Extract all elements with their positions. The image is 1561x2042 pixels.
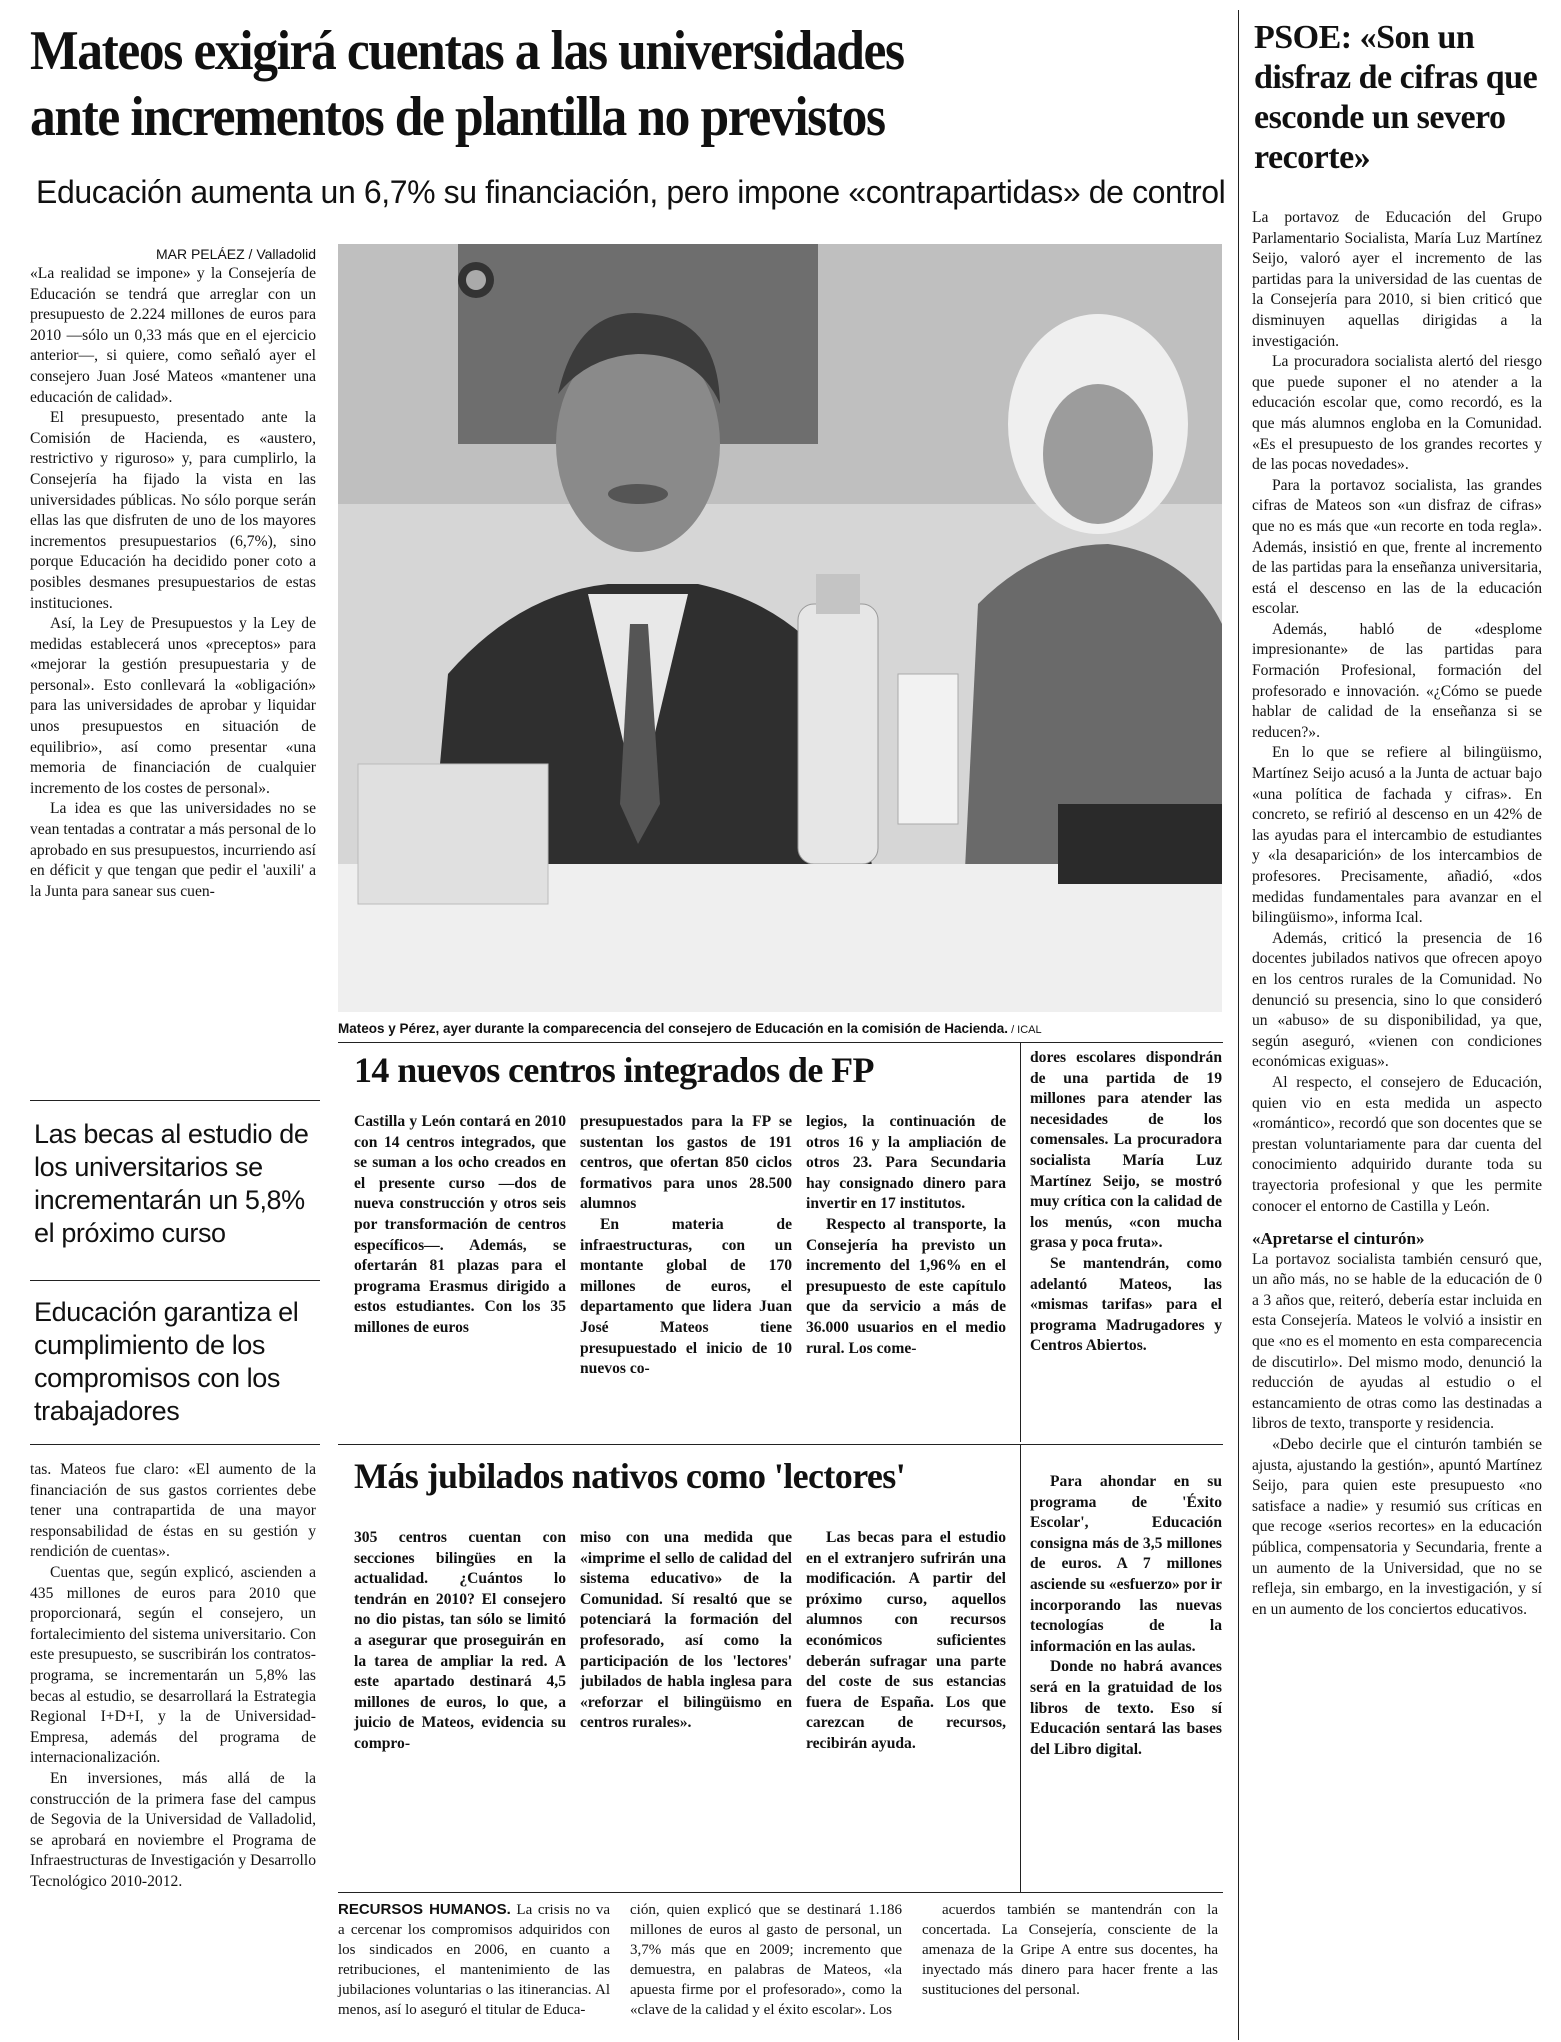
fp-box-headline: 14 nuevos centros integrados de FP xyxy=(354,1050,874,1090)
paragraph: La procuradora socialista alertó del riesgo que puede suponer el no atender a la educación escolar que, como recordó, es la que más alumnos engloba en la Comunidad. «Es el presupuesto de los grandes recortes y de las pocas novedades». xyxy=(1252,353,1542,474)
rrhh-col-1 xyxy=(338,1900,610,2020)
rrhh-col-2 xyxy=(630,1900,902,2020)
paragraph: Se mantendrán, como adelantó Mateos, las «mismas tarifas» para el programa Madrugadores y Centros Abiertos. xyxy=(1030,1254,1222,1355)
lectores-box-headline: Más jubilados nativos como 'lectores' xyxy=(354,1456,906,1496)
headline xyxy=(30,18,1134,150)
paragraph: presupuestados para la FP se sustentan los gastos de 191 centros, que ofertan 850 ciclos formativos para unos 28.500 alumnos xyxy=(580,1113,792,1213)
paragraph: En materia de infraestructuras, con un montante global de 170 millones de euros, el departamento que lidera Juan José Mateos tiene presupuestado el inicio de 10 nuevos co- xyxy=(580,1215,792,1378)
paragraph: Para la portavoz socialista, las grandes cifras de Mateos son «un disfraz de cifras» que no es más que «un recorte en toda regla». Además, insistió en que, frente al incremento de las partidas para la enseñanza universitaria, está el descenso en las de la educación escolar. xyxy=(1252,476,1542,618)
paragraph: Para ahondar en su programa de 'Éxito Escolar', Educación consigna más de 3,5 millones de euros. A 7 millones asciende su «esfuerzo» por ir incorporando las nuevas tecnologías de la información en las aulas. xyxy=(1030,1473,1223,1655)
headline-line-2: ante incrementos de plantilla no previstos xyxy=(30,86,885,148)
rule xyxy=(338,1042,1223,1043)
byline-author: MAR PELÁEZ xyxy=(155,246,245,262)
lectores-col-2 xyxy=(580,1528,792,1734)
paragraph: En lo que se refiere al bilingüismo, Martínez Seijo acusó a la Junta de actuar bajo «una política de fachada y cifras». En concreto, se refirió al descenso en un 42% de las ayudas para el intercambio de estudiantes y «la desaparición» de los intercambios de profesores. Precisamente, añadió, «dos medidas fundamentales para avanzar en el bilingüismo», informa Ical. xyxy=(1252,744,1542,927)
paragraph: Castilla y León contará en 2010 con 14 centros integrados, que se suman a los ocho creados en el presente curso —dos de nueva construcción y otros seis por transformación de centros específicos—. Además, se ofertarán 81 plazas para el programa Erasmus dirigido a estos estudiantes. Con los 35 millones de euros xyxy=(354,1113,566,1336)
photo-credit: / ICAL xyxy=(1008,1024,1042,1036)
rule xyxy=(338,1444,1223,1445)
paragraph: Las becas para el estudio en el extranjero sufrirán una modificación. A partir del próximo curso, aquellos alumnos con recursos económicos suficientes deberán sufragar una parte del coste de sus estancias fuera de España. Los que carezcan de recursos, recibirán ayuda. xyxy=(806,1529,1006,1752)
rule xyxy=(30,1280,320,1281)
byline-place: / Valladolid xyxy=(244,246,316,262)
rrhh-text: La crisis no va a cercenar los compromisos adquiridos con los sindicados en 2006, en cuanto a retribuciones, el mantenimiento de las jubilaciones voluntarias o las itinerancias. Al menos, así lo aseguró el titular de Educa- xyxy=(338,1902,610,2018)
paragraph: Respecto al transporte, la Consejería ha previsto un incremento del 1,96% en el presupuesto de este capítulo que da servicio a más de 36.000 usuarios en el medio rural. Los come- xyxy=(806,1215,1006,1357)
paragraph: miso con una medida que «imprime el sello de calidad del sistema educativo» de la Comunidad. Sí resaltó que se potenciará la formación del profesorado, así como la participación de los 'lectores' jubilados de habla inglesa para «reforzar el bilingüismo en centros rurales». xyxy=(580,1529,792,1732)
lectores-col-4 xyxy=(1030,1472,1222,1760)
side-subtitle: «Apretarse el cinturón» xyxy=(1252,1229,1425,1249)
caption-text: Mateos y Pérez, ayer durante la comparecencia del consejero de Educación en la comisión de Hacienda. xyxy=(338,1021,1009,1036)
paragraph: tas. Mateos fue claro: «El aumento de la financiación de sus gastos corrientes debe tener una contrapartida de una mayor responsabilidad de éstas en su gestión y rendición de cuentas». xyxy=(30,1461,316,1561)
paragraph: El presupuesto, presentado ante la Comisión de Hacienda, es «austero, restrictivo y riguroso» y, para cumplirlo, la Consejería ha fijado la vista en las universidades públicas. No sólo porque serán ellas las que disfruten de uno de los mayores incrementos presupuestarios (6,7%), sino porque Educación ha decidido poner coto a posibles desmanes presupuestarios de estas instituciones. xyxy=(30,409,316,612)
rrhh-label: RECURSOS HUMANOS. xyxy=(338,1901,511,1918)
paragraph: Donde no habrá avances será en la gratuidad de los libros de texto. Eso sí Educación sentará las bases del Libro digital. xyxy=(1030,1658,1222,1758)
rule xyxy=(30,1444,320,1445)
fp-col-1 xyxy=(354,1112,566,1339)
rule xyxy=(1020,1042,1021,1442)
fp-col-4 xyxy=(1030,1048,1222,1357)
paragraph: Además, criticó la presencia de 16 docentes jubilados nativos que ofrecen apoyo en los centros rurales de la Comunidad. No denunció su presencia, sino lo que consideró un «abuso» de su disponibilidad, ya que, según aseguró, «vienen con condiciones económicas exiguas». xyxy=(1252,929,1542,1071)
news-photo xyxy=(338,244,1222,1012)
paragraph: Además, habló de «desplome impresionante» de las partidas para Formación Profesional, formación del profesorado e innovación. «¿Cómo se puede hablar de calidad de la enseñanza si se reducen?». xyxy=(1252,620,1542,741)
lectores-col-1 xyxy=(354,1528,566,1755)
paragraph: Al respecto, el consejero de Educación, quien vio en esta medida un aspecto «romántico», recordó que son docentes que se prestan voluntariamente para dar cuenta del conocimiento adquirido durante toda su trayectoria profesional y que les permite conocer el entorno de Castilla y León. xyxy=(1252,1073,1542,1215)
paragraph: En inversiones, más allá de la construcción de la primera fase del campus de Segovia de la Universidad de Valladolid, se aprobará en noviembre el Programa de Infraestructuras de Investigación y Desarrollo Tecnológico 2010-2012. xyxy=(30,1769,316,1890)
paragraph: legios, la continuación de otros 16 y la ampliación de otros 23. Para Secundaria hay consignado dinero para invertir en 17 institutos. xyxy=(806,1113,1006,1213)
paragraph: La portavoz socialista también censuró que, un año más, no se hable de la educación de 0 a 3 años que, reiteró, debería estar incluida en esta Consejería. Mateos le volvió a insistir en que «no es el momento en esta comparecencia de discutirlo». Del mismo modo, denunció la reducción de ayudas al estudio o el estancamiento de otras como las destinadas a libros de texto, transporte y residencia. xyxy=(1252,1250,1542,1433)
pull-quote-2: Educación garantiza el cumplimiento de los compromisos con los trabajadores xyxy=(34,1297,299,1426)
side-headline: PSOE: «Son un disfraz de cifras que esconde un severo recorte» xyxy=(1254,19,1538,176)
paragraph: Cuentas que, según explicó, ascienden a 435 millones de euros para 2010 que proporcionará, según el consejero, un fortalecimiento del sistema universitario. Con este presupuesto, se suscribirán los contratos-programa, se incrementarán un 5,8% las becas al estudio, se desarrollará la Estrategia Regional I+D+I, y la de Universidad-Empresa, además del programa de internacionalización. xyxy=(30,1563,316,1767)
headline-line-1: Mateos exigirá cuentas a las universidades xyxy=(30,20,904,82)
fp-col-3 xyxy=(806,1112,1006,1359)
paragraph: «Debo decirle que el cinturón también se ajusta, ajustando la gestión», apuntó Martínez Seijo, para quien este presupuesto «no satisface a nadie» y resumió sus críticas en que recoge «serios recortes» en la educación pública, compensatoria y Secundaria, frente a un aumento de la Universidad, que no se refleja, sin embargo, en la investigación, y sí en un aumento de los conciertos educativos. xyxy=(1252,1436,1542,1618)
pull-quote-1: Las becas al estudio de los universitarios se incrementarán un 5,8% el próximo curso xyxy=(34,1119,309,1248)
paragraph: La idea es que las universidades no se vean tentadas a contratar a más personal de lo aprobado en sus presupuestos, incurriendo así en déficit y que tengan que pedir el 'auxili' a la Junta para sanear sus cuen- xyxy=(30,800,316,900)
lectores-col-3 xyxy=(806,1528,1006,1755)
main-article-column-1 xyxy=(30,244,316,902)
paragraph: Así, la Ley de Presupuestos y la Ley de medidas establecerá unos «preceptos» para «mejorar la gestión presupuestaria y de personal». Esto conllevará la «obligación» para las universidades de aprobar y liquidar unos presupuestos en situación de equilibrio», así como presentar «una memoria de financiación de cualquier incremento de los costes de personal». xyxy=(30,615,316,797)
side-article-body xyxy=(1252,208,1542,1620)
paragraph: «La realidad se impone» y la Consejería de Educación se tendrá que arreglar con un presupuesto de 2.224 millones de euros para 2010 —sólo un 0,33 más que en el ejercicio anterior—, si quiere, como señaló ayer el consejero Juan José Mateos «mantener una educación de calidad». xyxy=(30,265,316,406)
byline xyxy=(30,244,316,264)
paragraph: ción, quien explicó que se destinará 1.186 millones de euros al gasto de personal, un 3,7% más que en 2009; incremento que demuestra, en palabras de Mateos, «la apuesta firme por el profesorado», como la «clave de la calidad y el éxito escolar». Los xyxy=(630,1902,902,2018)
rule xyxy=(338,1892,1223,1893)
photo-illustration xyxy=(338,244,1222,1012)
subhead: Educación aumenta un 6,7% su financiación, pero impone «contrapartidas» de control xyxy=(36,174,1226,210)
paragraph: 305 centros cuentan con secciones bilingües en la actualidad. ¿Cuántos lo tendrán en 2010? El consejero no dio pistas, tan sólo se limitó a asegurar que proseguirán en la tarea de ampliar la red. A este apartado destinará 4,5 millones de euros, lo que, a juicio de Mateos, evidencia su compro- xyxy=(354,1529,566,1752)
paragraph: La portavoz de Educación del Grupo Parlamentario Socialista, María Luz Martínez Seijo, valoró ayer el incremento de las partidas para la universidad de las cuentas de la Consejería para 2010, si bien criticó que disminuyen aquellas dirigidas a la investigación. xyxy=(1252,209,1542,350)
rule xyxy=(30,1100,320,1101)
rule xyxy=(1020,1444,1021,1892)
rrhh-col-3 xyxy=(922,1900,1218,2000)
fp-col-2 xyxy=(580,1112,792,1380)
paragraph: acuerdos también se mantendrán con la concertada. La Consejería, consciente de la amenaza de la Gripe A entre sus docentes, ha inyectado más dinero para hacer frente a las sustituciones del personal. xyxy=(922,1902,1218,1998)
paragraph: dores escolares dispondrán de una partida de 19 millones para atender las necesidades de los comensales. La procuradora socialista María Luz Martínez Seijo, se mostró muy crítica con la calidad de los menús, «con mucha grasa y poca fruta». xyxy=(1030,1049,1222,1252)
photo-caption xyxy=(338,1020,1222,1039)
side-column-rule xyxy=(1238,10,1239,2040)
main-article-column-continued xyxy=(30,1460,316,1892)
